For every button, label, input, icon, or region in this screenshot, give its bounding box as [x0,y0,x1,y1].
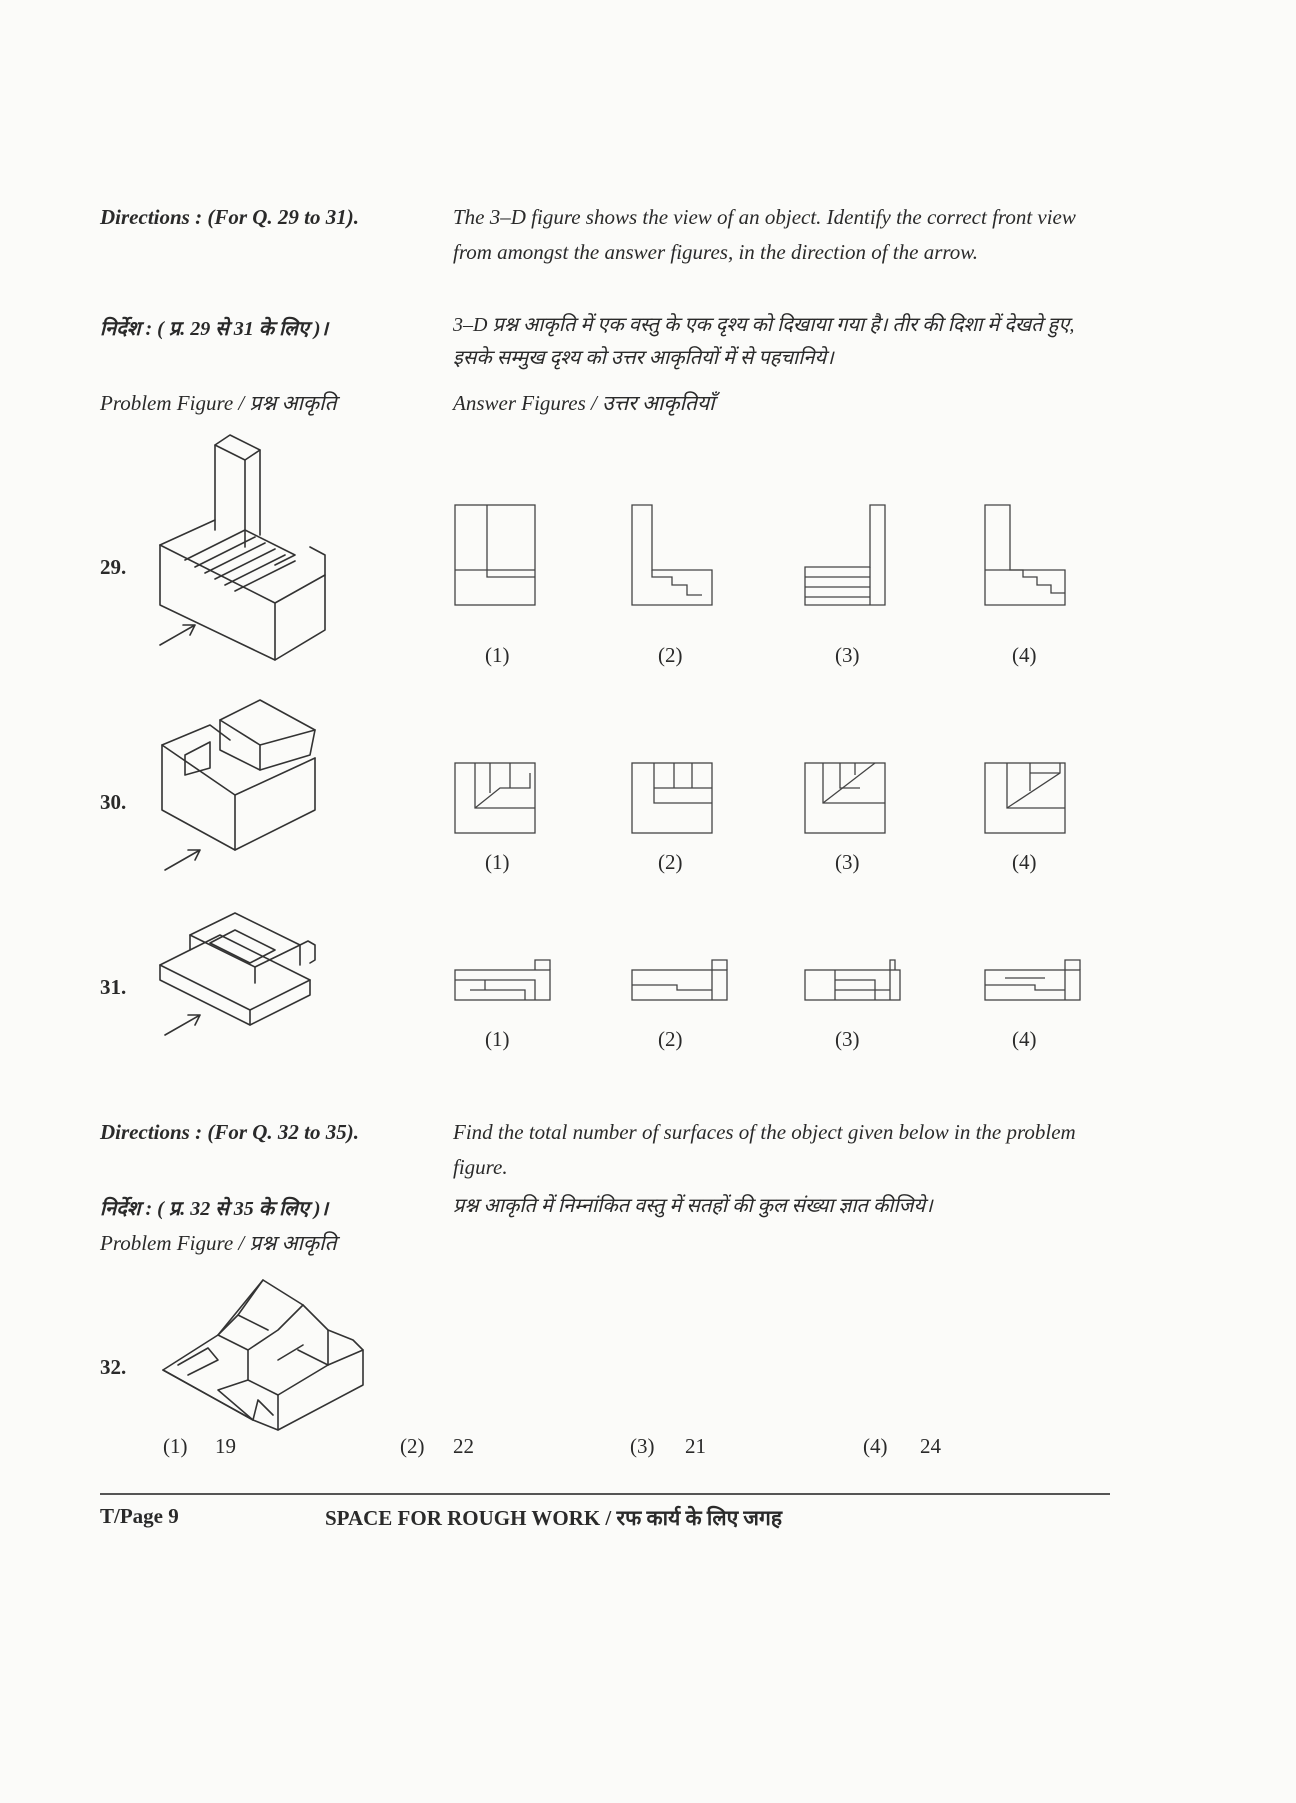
q31-problem-figure [150,905,330,1040]
directions-hindi-text-32-35: प्रश्न आकृति में निम्नांकित वस्तु में सतहों की कुल संख्या ज्ञात कीजिये। [453,1195,933,1217]
question-number: 31. [100,975,127,999]
directions-hindi-label-32-35: निर्देश : ( प्र. 32 से 35 के लिए )। [100,1198,329,1220]
q31-answer-figure-4[interactable] [985,960,1085,1005]
q32-option-3-value: 21 [685,1434,706,1458]
q32-option-3-label[interactable]: (3) [630,1434,655,1458]
directions-hindi-label-29-31: निर्देश : ( प्र. 29 से 31 के लिए )। [100,318,329,340]
q29-answer-figure-2[interactable] [632,505,717,610]
q32-option-2-label[interactable]: (2) [400,1434,425,1458]
q31-option-1[interactable]: (1) [485,1027,510,1051]
question-number: 32. [100,1355,127,1379]
q29-option-2[interactable]: (2) [658,643,683,667]
q30-problem-figure [150,700,330,875]
q32-option-4-value: 24 [920,1434,941,1458]
problem-figure-heading: Problem Figure / प्रश्न आकृति [100,391,337,415]
answer-figures-heading: Answer Figures / उत्तर आकृतियाँ [453,391,715,415]
directions-label-29-31: Directions : (For Q. 29 to 31). [100,205,359,229]
q30-answer-figure-3[interactable] [805,763,890,835]
footer-divider [100,1493,1110,1495]
q29-option-4[interactable]: (4) [1012,643,1037,667]
q29-answer-figure-1[interactable] [455,505,540,610]
q31-option-4[interactable]: (4) [1012,1027,1037,1051]
directions-label-32-35: Directions : (For Q. 32 to 35). [100,1120,359,1144]
q31-answer-figure-2[interactable] [632,960,732,1005]
directions-hindi-text-29-31: 3–D प्रश्न आकृति में एक वस्तु के एक दृश्य को दिखाया गया है। तीर की दिशा में देखते हुए, इसके सम्मुख दृश्य को उत्तर आकृतियों में से पहचानिये। [453,314,1075,369]
problem-figure-heading-2: Problem Figure / प्रश्न आकृति [100,1231,337,1255]
q30-option-4[interactable]: (4) [1012,850,1037,874]
page-number: T/Page 9 [100,1504,179,1528]
question-number: 29. [100,555,127,579]
q32-option-1-value: 19 [215,1434,236,1458]
q30-option-3[interactable]: (3) [835,850,860,874]
q32-option-2-value: 22 [453,1434,474,1458]
directions-text-29-31: The 3–D figure shows the view of an object. Identify the correct front view from amongst the answer figures, in the direction of the arrow. [453,205,1076,264]
q31-option-3[interactable]: (3) [835,1027,860,1051]
q32-option-4-label[interactable]: (4) [863,1434,888,1458]
question-number: 30. [100,790,127,814]
q30-answer-figure-4[interactable] [985,763,1070,835]
q32-problem-figure [158,1270,373,1440]
directions-text-32-35: Find the total number of surfaces of the object given below in the problem figure. [453,1120,1076,1179]
q31-answer-figure-3[interactable] [805,960,905,1005]
q30-answer-figure-2[interactable] [632,763,717,835]
q31-option-2[interactable]: (2) [658,1027,683,1051]
q29-option-1[interactable]: (1) [485,643,510,667]
q31-answer-figure-1[interactable] [455,960,555,1005]
q32-option-1-label[interactable]: (1) [163,1434,188,1458]
q30-option-2[interactable]: (2) [658,850,683,874]
q30-answer-figure-1[interactable] [455,763,540,835]
q29-answer-figure-4[interactable] [985,505,1070,610]
q29-answer-figure-3[interactable] [805,505,890,610]
rough-work-label: SPACE FOR ROUGH WORK / रफ कार्य के लिए जगह [325,1506,782,1530]
q30-option-1[interactable]: (1) [485,850,510,874]
q29-problem-figure [150,435,330,660]
q29-option-3[interactable]: (3) [835,643,860,667]
